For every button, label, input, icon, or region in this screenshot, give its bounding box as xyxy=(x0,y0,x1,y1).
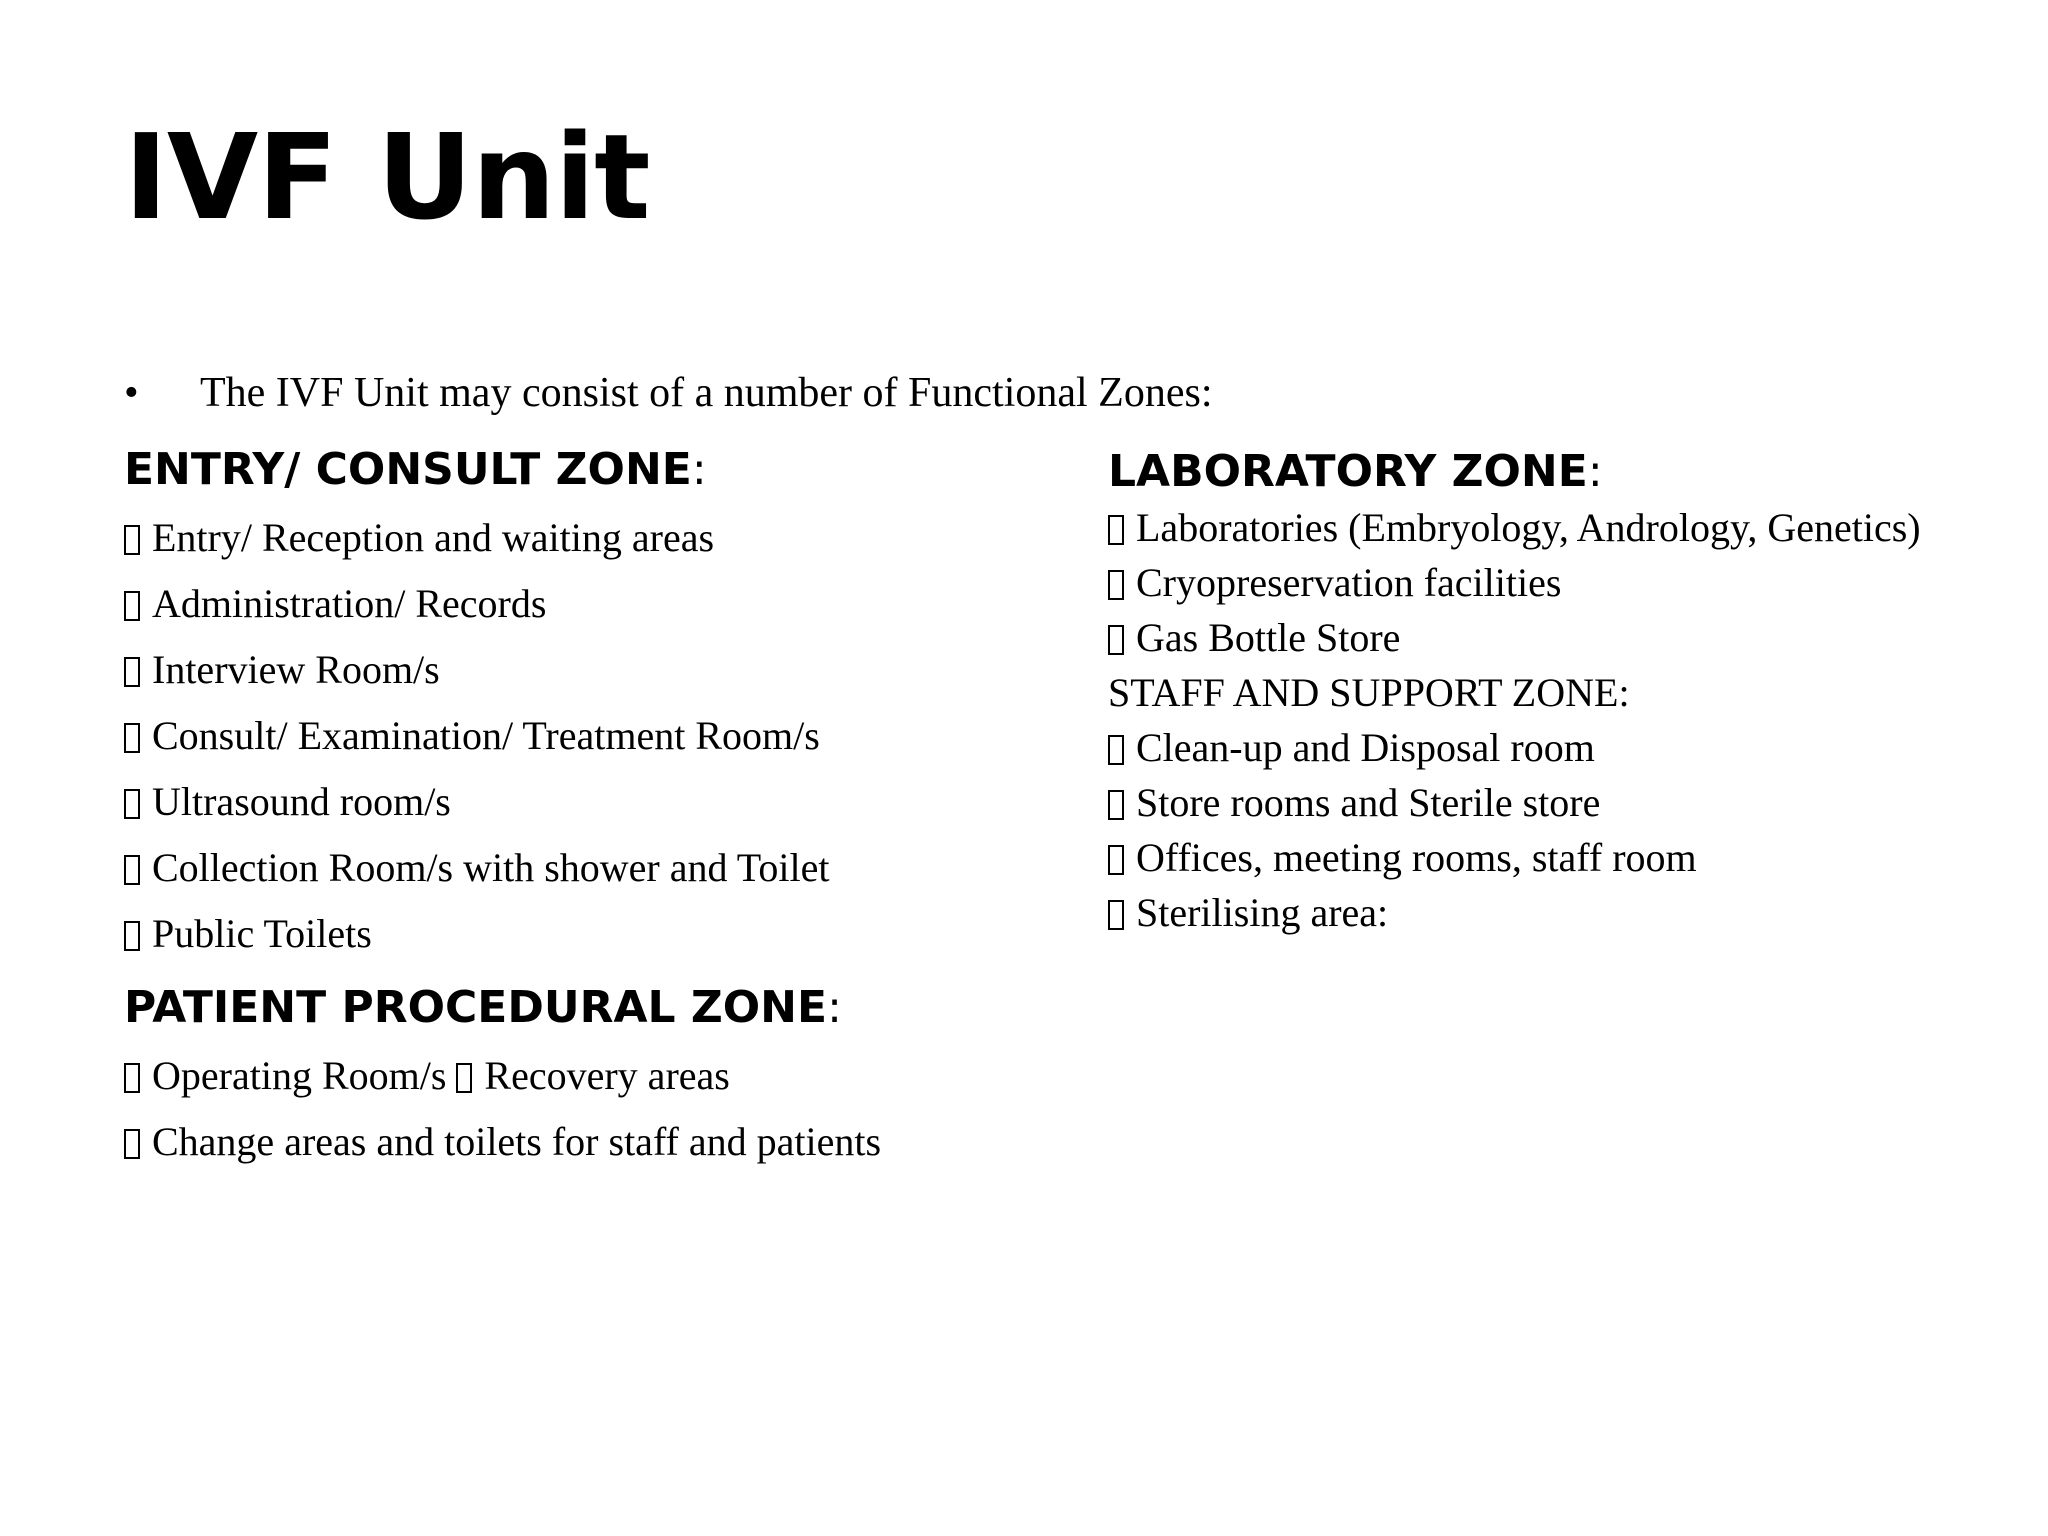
list-item-text: Operating Room/s xyxy=(152,1053,447,1098)
patient-zone-heading-text: PATIENT PROCEDURAL ZONE xyxy=(124,982,828,1033)
list-item xyxy=(124,515,715,560)
list-item-text: Laboratories (Embryology, Andrology, Genetics) xyxy=(1136,505,1921,550)
list-item-text: Recovery areas xyxy=(484,1053,730,1098)
list-item-text: Store rooms and Sterile store xyxy=(1136,780,1601,825)
checkbox-glyph-icon xyxy=(124,921,140,951)
checkbox-glyph-icon xyxy=(1108,735,1124,765)
list-item-text: Cryopreservation facilities xyxy=(1136,560,1562,605)
checkbox-glyph-icon xyxy=(124,723,140,753)
list-item xyxy=(1108,615,1401,660)
entry-zone-heading-colon: : xyxy=(691,444,707,495)
list-item xyxy=(1108,505,1921,550)
checkbox-glyph-icon xyxy=(124,657,140,687)
list-item-text: Clean-up and Disposal room xyxy=(1136,725,1595,770)
entry-zone-heading xyxy=(124,444,707,495)
list-item-text: Sterilising area: xyxy=(1136,890,1389,935)
checkbox-glyph-icon xyxy=(456,1063,472,1093)
checkbox-glyph-icon xyxy=(1108,515,1124,545)
checkbox-glyph-icon xyxy=(124,525,140,555)
list-item xyxy=(124,1119,882,1164)
list-item-text: Gas Bottle Store xyxy=(1136,615,1401,660)
list-item-text: Public Toilets xyxy=(152,911,372,956)
checkbox-glyph-icon xyxy=(124,1063,140,1093)
list-item xyxy=(124,779,451,824)
checkbox-glyph-icon xyxy=(1108,570,1124,600)
list-item xyxy=(124,647,440,692)
staff-zone-heading: STAFF AND SUPPORT ZONE: xyxy=(1108,670,1630,715)
list-item-text: Offices, meeting rooms, staff room xyxy=(1136,835,1697,880)
list-item xyxy=(1108,890,1389,935)
list-item-text: Interview Room/s xyxy=(152,647,440,692)
patient-zone-heading-colon: : xyxy=(827,982,842,1033)
intro-text: The IVF Unit may consist of a number of Functional Zones: xyxy=(200,370,1213,416)
checkbox-glyph-icon xyxy=(1108,845,1124,875)
checkbox-glyph-icon xyxy=(124,789,140,819)
list-item-text: Administration/ Records xyxy=(152,581,547,626)
list-item-text: Collection Room/s with shower and Toilet xyxy=(152,845,830,890)
list-item-text: Ultrasound room/s xyxy=(152,779,451,824)
entry-zone-heading-text: ENTRY/ CONSULT ZONE xyxy=(124,444,692,495)
lab-zone-heading-colon: : xyxy=(1587,446,1603,497)
bullet-marker: • xyxy=(124,370,139,416)
list-item-text: Consult/ Examination/ Treatment Room/s xyxy=(152,713,820,758)
list-item xyxy=(124,1053,730,1098)
list-item xyxy=(124,845,830,890)
list-item xyxy=(1108,835,1697,880)
checkbox-glyph-icon xyxy=(1108,625,1124,655)
checkbox-glyph-icon xyxy=(1108,790,1124,820)
list-item-text: Entry/ Reception and waiting areas xyxy=(152,515,715,560)
checkbox-glyph-icon xyxy=(124,1129,140,1159)
checkbox-glyph-icon xyxy=(1108,900,1124,930)
page-title: IVF Unit xyxy=(124,108,650,246)
list-item xyxy=(124,911,372,956)
checkbox-glyph-icon xyxy=(124,855,140,885)
list-item xyxy=(1108,725,1595,770)
checkbox-glyph-icon xyxy=(124,591,140,621)
list-item xyxy=(124,713,820,758)
list-item xyxy=(1108,780,1601,825)
lab-zone-heading-text: LABORATORY ZONE xyxy=(1108,446,1588,497)
intro-bullet xyxy=(124,372,1213,414)
lab-zone-heading xyxy=(1108,446,1603,497)
list-item-text: Change areas and toilets for staff and patients xyxy=(152,1119,882,1164)
patient-zone-heading xyxy=(124,982,842,1033)
list-item xyxy=(1108,560,1562,605)
list-item xyxy=(124,581,547,626)
